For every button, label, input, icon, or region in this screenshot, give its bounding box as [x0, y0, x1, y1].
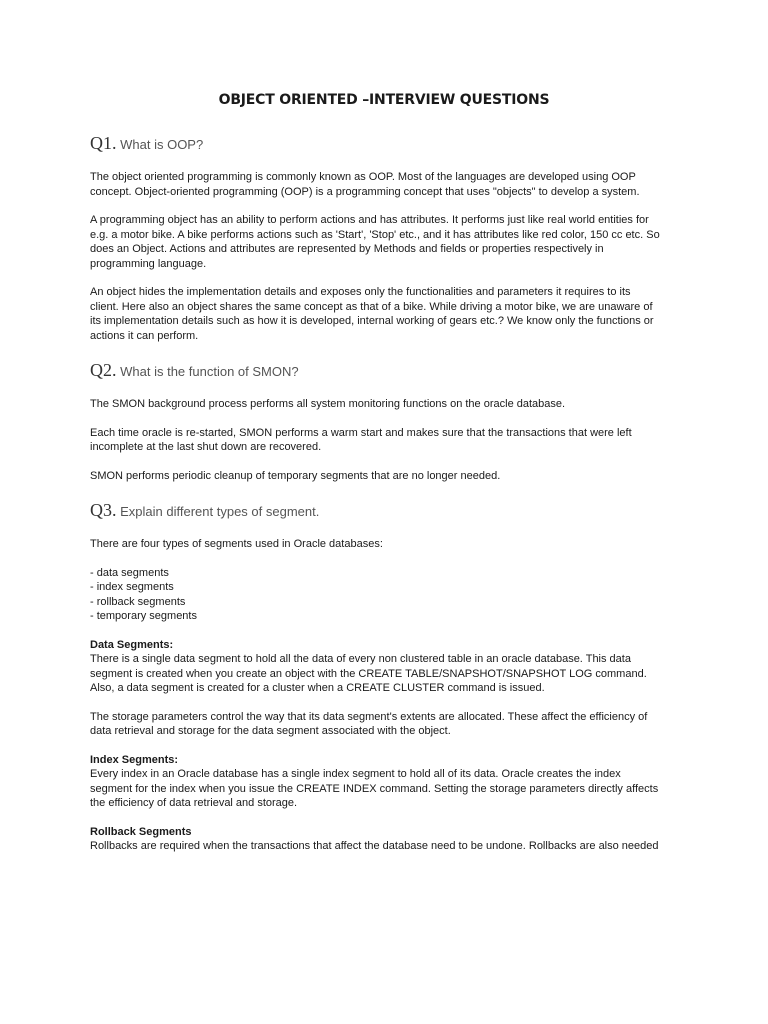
question-2-text: What is the function of SMON?: [120, 364, 299, 379]
q1-paragraph-3: An object hides the implementation details and exposes only the functionalities and parameters it requires to its client. Here also an object shares the same concept as that of a bike. While driving a motor bike, we are unaware of its implementation details such as how it is developed, internal working of gears etc.? We know only the functions or actions it can perform.: [90, 286, 654, 342]
q3-intro: There are four types of segments used in Oracle databases:: [90, 538, 383, 550]
question-3-text: Explain different types of segment.: [120, 504, 320, 519]
q2-paragraph-3: SMON performs periodic cleanup of temporary segments that are no longer needed.: [90, 469, 501, 482]
rollback-segments-heading: Rollback Segments: [90, 825, 192, 838]
question-1-heading: [90, 128, 690, 160]
question-2-number: Q2.: [90, 360, 117, 380]
q2-paragraph-2: Each time oracle is re-started, SMON performs a warm start and makes sure that the transactions that were left incomplete at the last shut down are recovered.: [90, 426, 632, 453]
data-segments-paragraph-2: The storage parameters control the way that its data segment's extents are allocated. These affect the efficiency of data retrieval and storage for the data segment associated with the object.: [90, 710, 648, 737]
q1-paragraph-2: A programming object has an ability to perform actions and has attributes. It performs just like real world entities for e.g. a motor bike. A bike performs actions such as 'Start', 'Stop' etc., and it has attributes like red color, 150 cc etc. So does an Object. Actions and attributes are represented by Methods and fields or properties respectively in programming language.: [90, 214, 660, 270]
segment-types-list: - data segments - index segments - rollback segments - temporary segments: [90, 566, 197, 622]
question-1-text: What is OOP?: [120, 137, 204, 152]
question-2-heading: [90, 355, 690, 387]
index-segments-paragraph: Every index in an Oracle database has a single index segment to hold all of its data. Oracle creates the index segment for the index when you issue the CREATE INDEX command. Setting the storage parameters directly affects the efficiency of data retrieval and storage.: [90, 768, 659, 809]
question-3-number: Q3.: [90, 500, 117, 520]
data-segments-paragraph-1: There is a single data segment to hold all the data of every non clustered table in an oracle database. This data segment is created when you create an object with the CREATE TABLE/SNAPSHOT/SNAPSHOT LOG command. Also, a data segment is created for a cluster when a CREATE CLUSTER command is issued.: [90, 653, 647, 694]
q1-paragraph-1: The object oriented programming is commonly known as OOP. Most of the languages are developed using OOP concept. Object-oriented programming (OOP) is a programming concept that uses "objects" to develop a system.: [90, 171, 640, 198]
rollback-segments-paragraph: Rollbacks are required when the transactions that affect the database need to be undone. Rollbacks are also needed: [90, 840, 659, 852]
q2-paragraph-1: The SMON background process performs all system monitoring functions on the oracle database.: [90, 398, 566, 410]
document-content: [90, 128, 690, 854]
question-3-heading: [90, 495, 690, 527]
question-1-number: Q1.: [90, 133, 117, 153]
index-segments-heading: Index Segments:: [90, 753, 179, 766]
page-title: OBJECT ORIENTED –INTERVIEW QUESTIONS: [218, 92, 550, 108]
data-segments-heading: Data Segments:: [90, 638, 174, 651]
